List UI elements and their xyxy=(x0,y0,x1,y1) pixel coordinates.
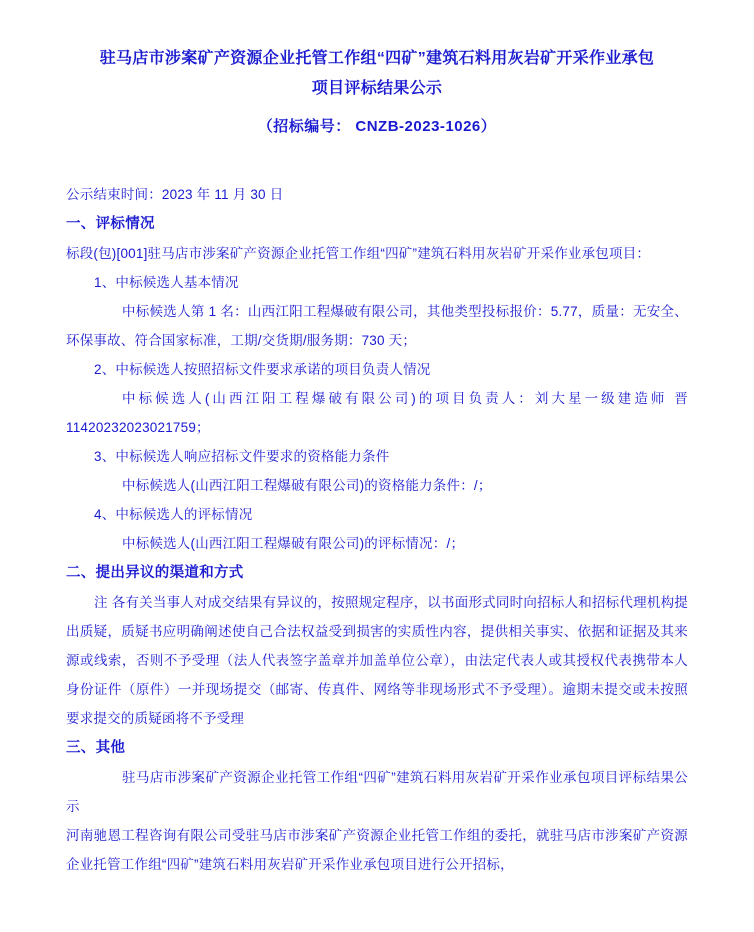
section2-body: 注 各有关当事人对成交结果有异议的，按照规定程序，以书面形式同时向招标人和招标代理机构提出质疑，质疑书应明确阐述使自己合法权益受到损害的实质性内容，提供相关事实、依据和证据及其来源或线索，否则不予受理（法人代表签字盖章并加盖单位公章），由法定代表人或其授权代表携带本人身份证件（原件）一并现场提交（邮寄、传真件、网络等非现场形式不予受理）。逾期未提交或未按照要求提交的质疑函将不予受理 xyxy=(66,595,688,726)
page-title-line-1: 驻马店市涉案矿产资源企业托管工作组“四矿”建筑石料用灰岩矿开采作业承包 xyxy=(99,50,655,67)
item-4-title: 4、中标候选人的评标情况 xyxy=(94,507,253,522)
item-4-body: 中标候选人(山西江阳工程爆破有限公司)的评标情况：/； xyxy=(122,536,465,551)
item-1-body: 中标候选人第 1 名：山西江阳工程爆破有限公司，其他类型投标报价：5.77，质量：无安全、环保事故、符合国家标准，工期/交货期/服务期：730 天； xyxy=(66,304,688,348)
bid-number: （招标编号： CNZB-2023-1026） xyxy=(257,118,497,135)
section3-body-1: 驻马店市涉案矿产资源企业托管工作组“四矿”建筑石料用灰岩矿开采作业承包项目评标结果公示 xyxy=(66,770,688,814)
item-1-title: 1、中标候选人基本情况 xyxy=(94,275,239,290)
section3-body-2: 河南驰恩工程咨询有限公司受驻马店市涉案矿产资源企业托管工作组的委托，就驻马店市涉案矿产资源企业托管工作组“四矿”建筑石料用灰岩矿开采作业承包项目进行公开招标， xyxy=(66,828,688,872)
item-3-title: 3、中标候选人响应招标文件要求的资格能力条件 xyxy=(94,449,390,464)
item-3-body: 中标候选人(山西江阳工程爆破有限公司)的资格能力条件：/； xyxy=(122,478,492,493)
section-heading-other: 三、其他 xyxy=(66,740,126,756)
item-2-title: 2、中标候选人按照招标文件要求承诺的项目负责人情况 xyxy=(94,362,431,377)
section1-intro: 标段(包)[001]驻马店市涉案矿产资源企业托管工作组“四矿”建筑石料用灰岩矿开采作业承包项目： xyxy=(66,246,651,261)
title-spacer xyxy=(66,142,688,180)
item-2-body: 中标候选人(山西江阳工程爆破有限公司)的项目负责人：刘大星一级建造师 晋11420232023021759； xyxy=(66,391,688,435)
publicity-end-date: 公示结束时间：2023 年 11 月 30 日 xyxy=(66,187,284,202)
section-heading-evaluation: 一、评标情况 xyxy=(66,216,155,232)
section-heading-objection: 二、提出异议的渠道和方式 xyxy=(66,565,244,581)
page-title-line-2: 项目评标结果公示 xyxy=(311,80,443,97)
